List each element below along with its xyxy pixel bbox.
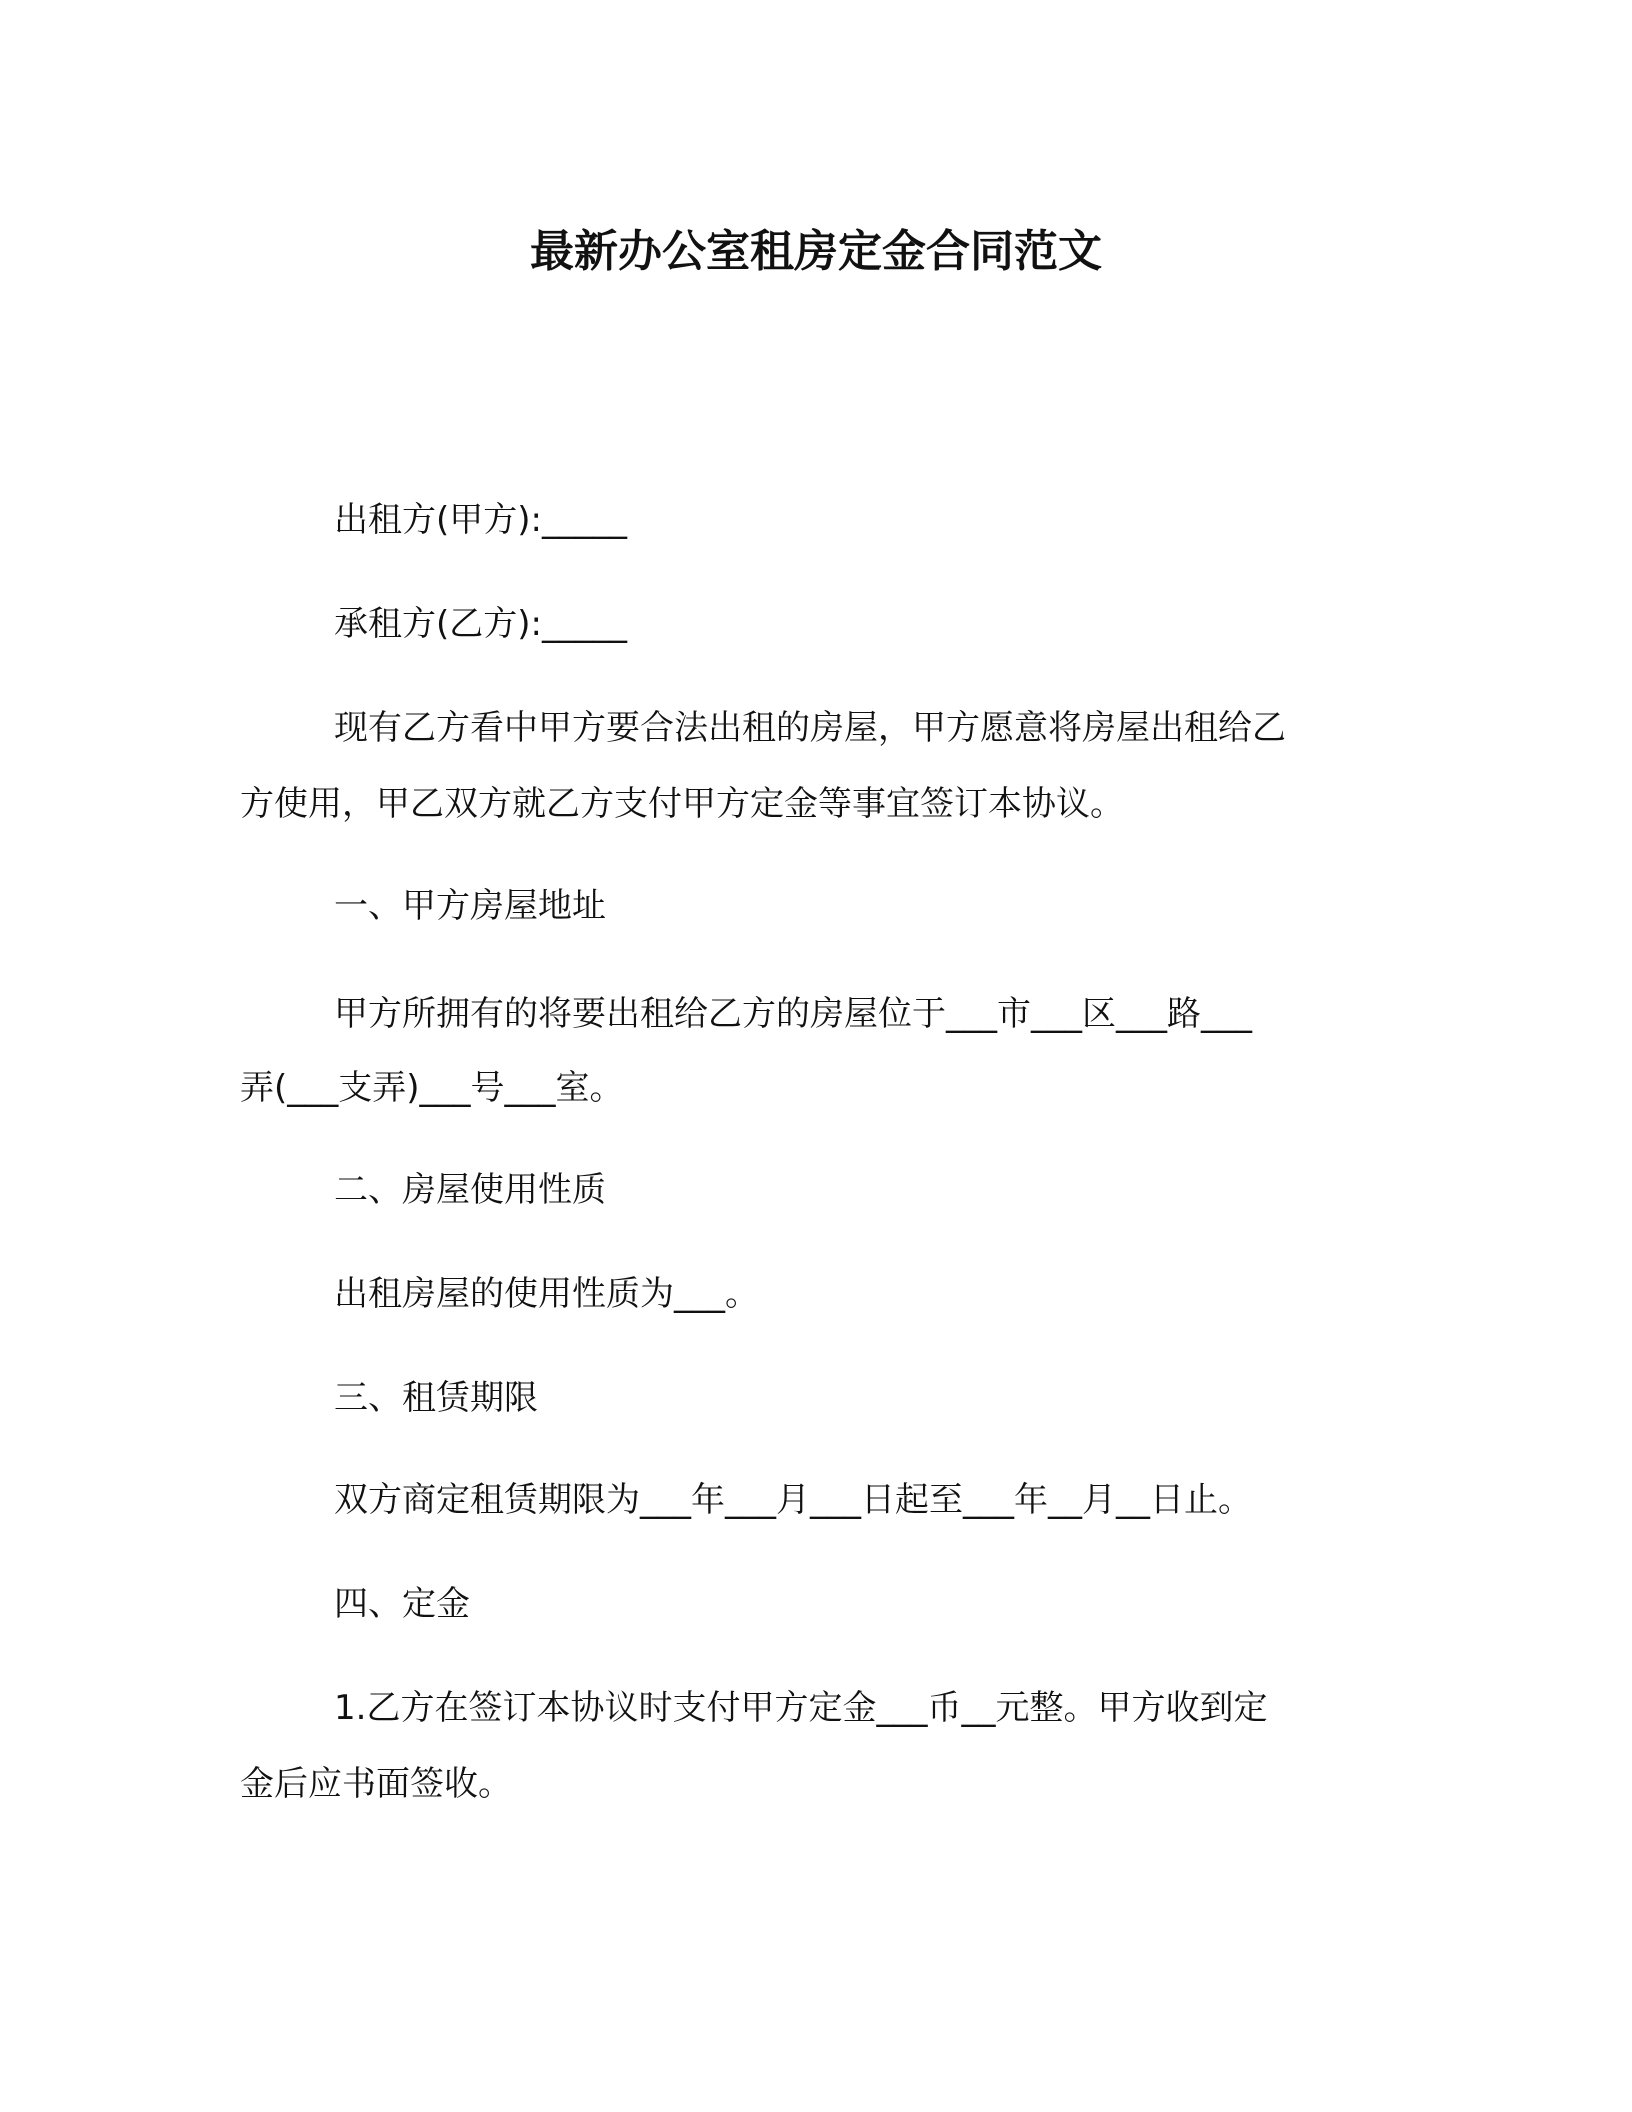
section-1-body-line-1: 甲方所拥有的将要出租给乙方的房屋位于___市___区___路___ — [334, 994, 1252, 1034]
section-4-item-1-line-1: 1.乙方在签订本协议时支付甲方定金___币__元整。甲方收到定 — [334, 1688, 1268, 1728]
intro-paragraph-line-1: 现有乙方看中甲方要合法出租的房屋，甲方愿意将房屋出租给乙 — [334, 708, 1286, 748]
document-title: 最新办公室租房定金合同范文 — [530, 226, 1102, 277]
section-1-body-line-2: 弄(___支弄)___号___室。 — [240, 1068, 624, 1108]
section-2-body: 出租房屋的使用性质为___。 — [334, 1274, 759, 1314]
section-1-heading: 一、甲方房屋地址 — [334, 886, 606, 926]
section-4-item-1-line-2: 金后应书面签收。 — [240, 1764, 512, 1804]
section-2-heading: 二、房屋使用性质 — [334, 1170, 606, 1210]
section-4-heading: 四、定金 — [334, 1584, 470, 1624]
section-3-body: 双方商定租赁期限为___年___月___日起至___年__月__日止。 — [334, 1480, 1252, 1520]
section-3-heading: 三、租赁期限 — [334, 1378, 538, 1418]
intro-paragraph-line-2: 方使用，甲乙双方就乙方支付甲方定金等事宜签订本协议。 — [240, 784, 1124, 824]
lessee-line: 承租方(乙方):_____ — [334, 604, 627, 644]
lessor-line: 出租方(甲方):_____ — [334, 500, 627, 540]
